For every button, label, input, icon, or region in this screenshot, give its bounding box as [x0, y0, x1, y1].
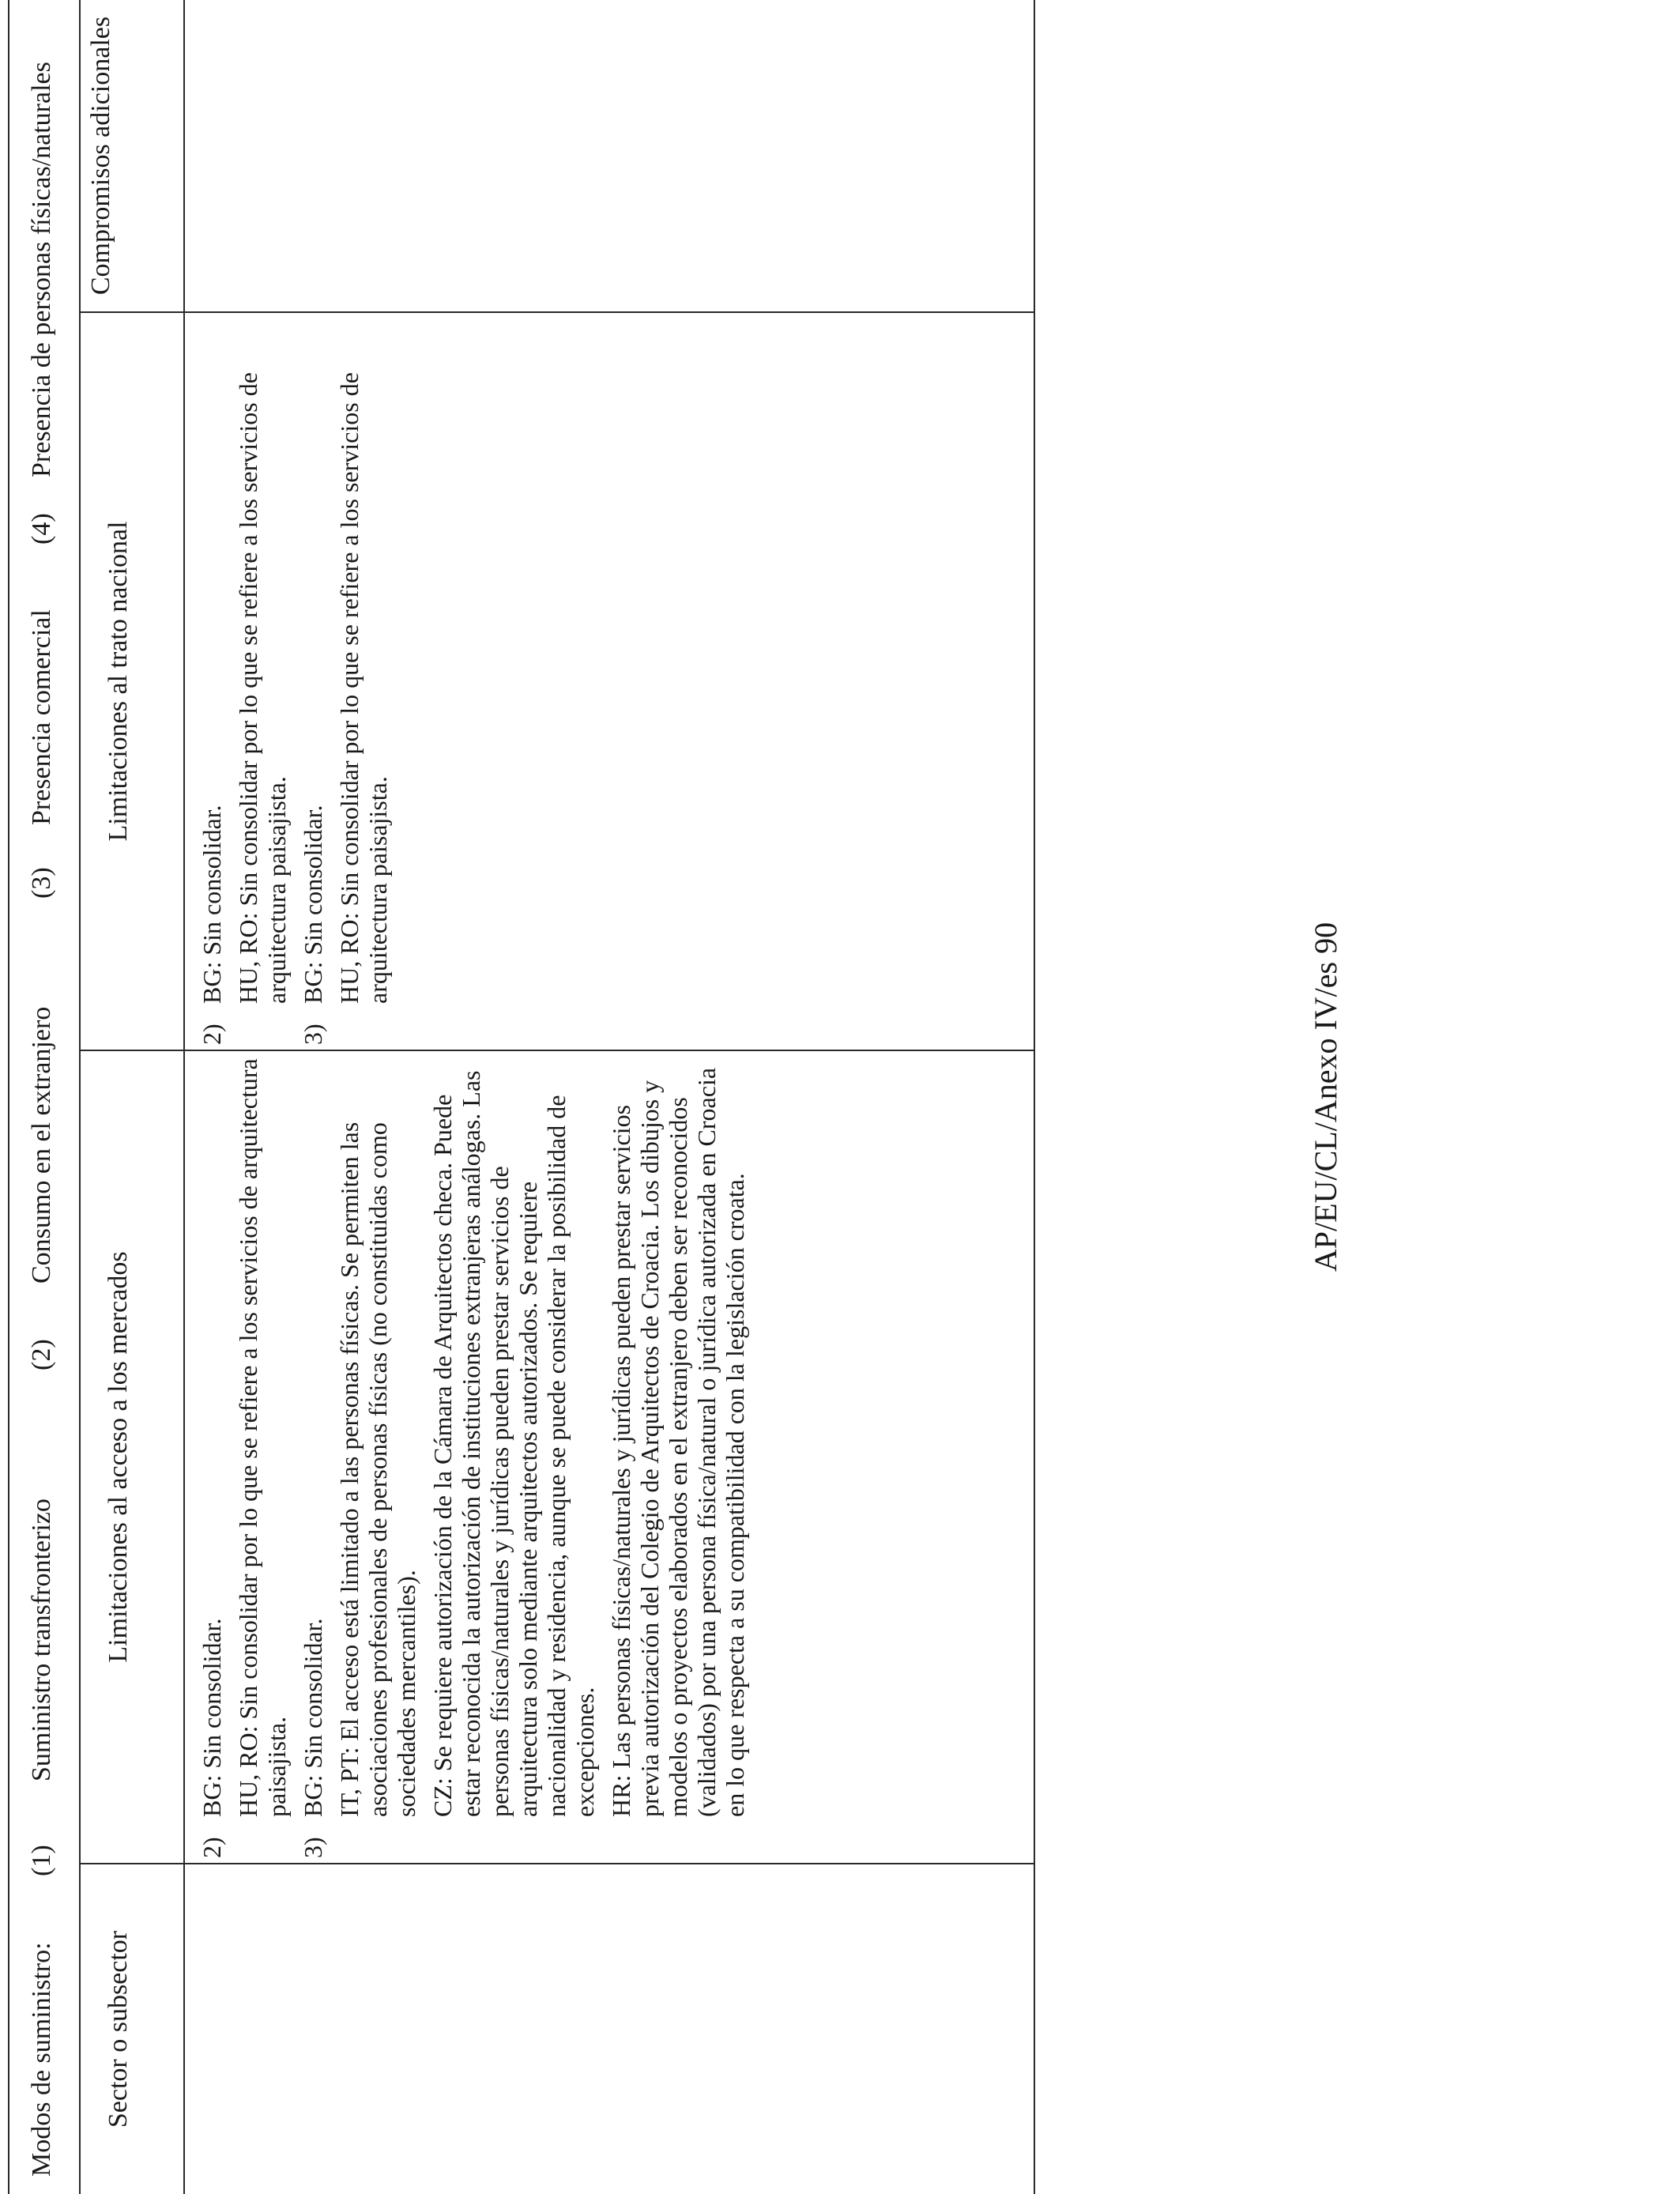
- national-treatment-cell: [198, 318, 400, 1045]
- market-access-header: Limitaciones al acceso a los mercados: [104, 1251, 133, 1663]
- table-bottom-border: [1034, 0, 1035, 2194]
- entry-text: HU, RO: Sin consolidar por lo que se refiere a los servicios de arquitectura paisajista.: [234, 372, 291, 1004]
- entry-text: HR: Las personas físicas/naturales y jurídicas pueden prestar servicios previa autorización del Colegio de Arquitectos de Croacia. Los dibujos y modelos o proyectos elaborados en el extranjero deben ser reconocidos (validados) por una persona física/natural o jurídica autorizada en Croacia en lo que respecta a su compatibilidad con la legislación croata.: [607, 1067, 749, 1817]
- national-treatment-mode-2: [198, 318, 291, 1045]
- entry-text: CZ: Se requiere autorización de la Cámara de Arquitectos checa. Puede estar reconocida la autorización de instituciones extranjeras análogas. Las personas físicas/naturales y jurídicas pueden prestar servicios de arquitectura solo mediante arquitectos autorizados. Se requiere nacionalidad y residencia, aunque se puede considerar la posibilidad de excepciones.: [428, 1070, 599, 1817]
- column-divider-2: [79, 1050, 1035, 1051]
- column-divider-3: [79, 311, 1035, 313]
- national-treatment-mode-3: [299, 318, 392, 1045]
- header-row-border: [79, 0, 81, 2194]
- mode-3-number: (3): [27, 867, 56, 899]
- mode-1-label: Suministro transfronterizo: [27, 1498, 56, 1781]
- mode-3-label: Presencia comercial: [27, 609, 56, 825]
- mode-number: 2): [198, 1023, 226, 1045]
- entry-text: IT, PT: El acceso está limitado a las personas físicas. Se permiten las asociaciones profesionales de personas físicas (no constituidas como sociedades mercantiles).: [335, 1122, 420, 1817]
- modes-label: Modos de suministro:: [27, 1942, 56, 2177]
- table-top-border: [8, 0, 9, 2194]
- additional-commitments-header: Compromisos adicionales: [86, 16, 115, 296]
- column-divider-1: [79, 1863, 1035, 1864]
- mode-2-number: (2): [27, 1339, 56, 1370]
- entry-text: HU, RO: Sin consolidar por lo que se refiere a los servicios de arquitectura paisajista.: [234, 1058, 291, 1817]
- sector-header: Sector o subsector: [104, 1930, 133, 2128]
- national-treatment-header: Limitaciones al trato nacional: [104, 521, 133, 842]
- mode-number: 3): [299, 1023, 327, 1045]
- entry-text: BG: Sin consolidar.: [299, 1618, 327, 1817]
- entry-text: BG: Sin consolidar.: [198, 1618, 226, 1817]
- document-reference-footer: AP/EU/CL/Anexo IV/es 90: [1308, 922, 1343, 1272]
- mode-1-number: (1): [27, 1845, 56, 1876]
- mode-number: 2): [198, 1837, 226, 1858]
- market-access-mode-2: [198, 1056, 291, 1858]
- market-access-mode-3: [299, 1056, 749, 1858]
- entry-text: BG: Sin consolidar.: [299, 805, 327, 1004]
- mode-number: 3): [299, 1837, 327, 1858]
- entry-text: HU, RO: Sin consolidar por lo que se refiere a los servicios de arquitectura paisajista.: [335, 372, 392, 1004]
- market-access-cell: [198, 1056, 757, 1858]
- mode-4-number: (4): [27, 513, 56, 545]
- column-header-border: [183, 0, 185, 2194]
- mode-4-label: Presencia de personas físicas/naturales: [27, 62, 56, 477]
- modes-of-supply-row: [14, 11, 70, 2177]
- mode-2-label: Consumo en el extranjero: [27, 1006, 56, 1284]
- entry-text: BG: Sin consolidar.: [198, 805, 226, 1004]
